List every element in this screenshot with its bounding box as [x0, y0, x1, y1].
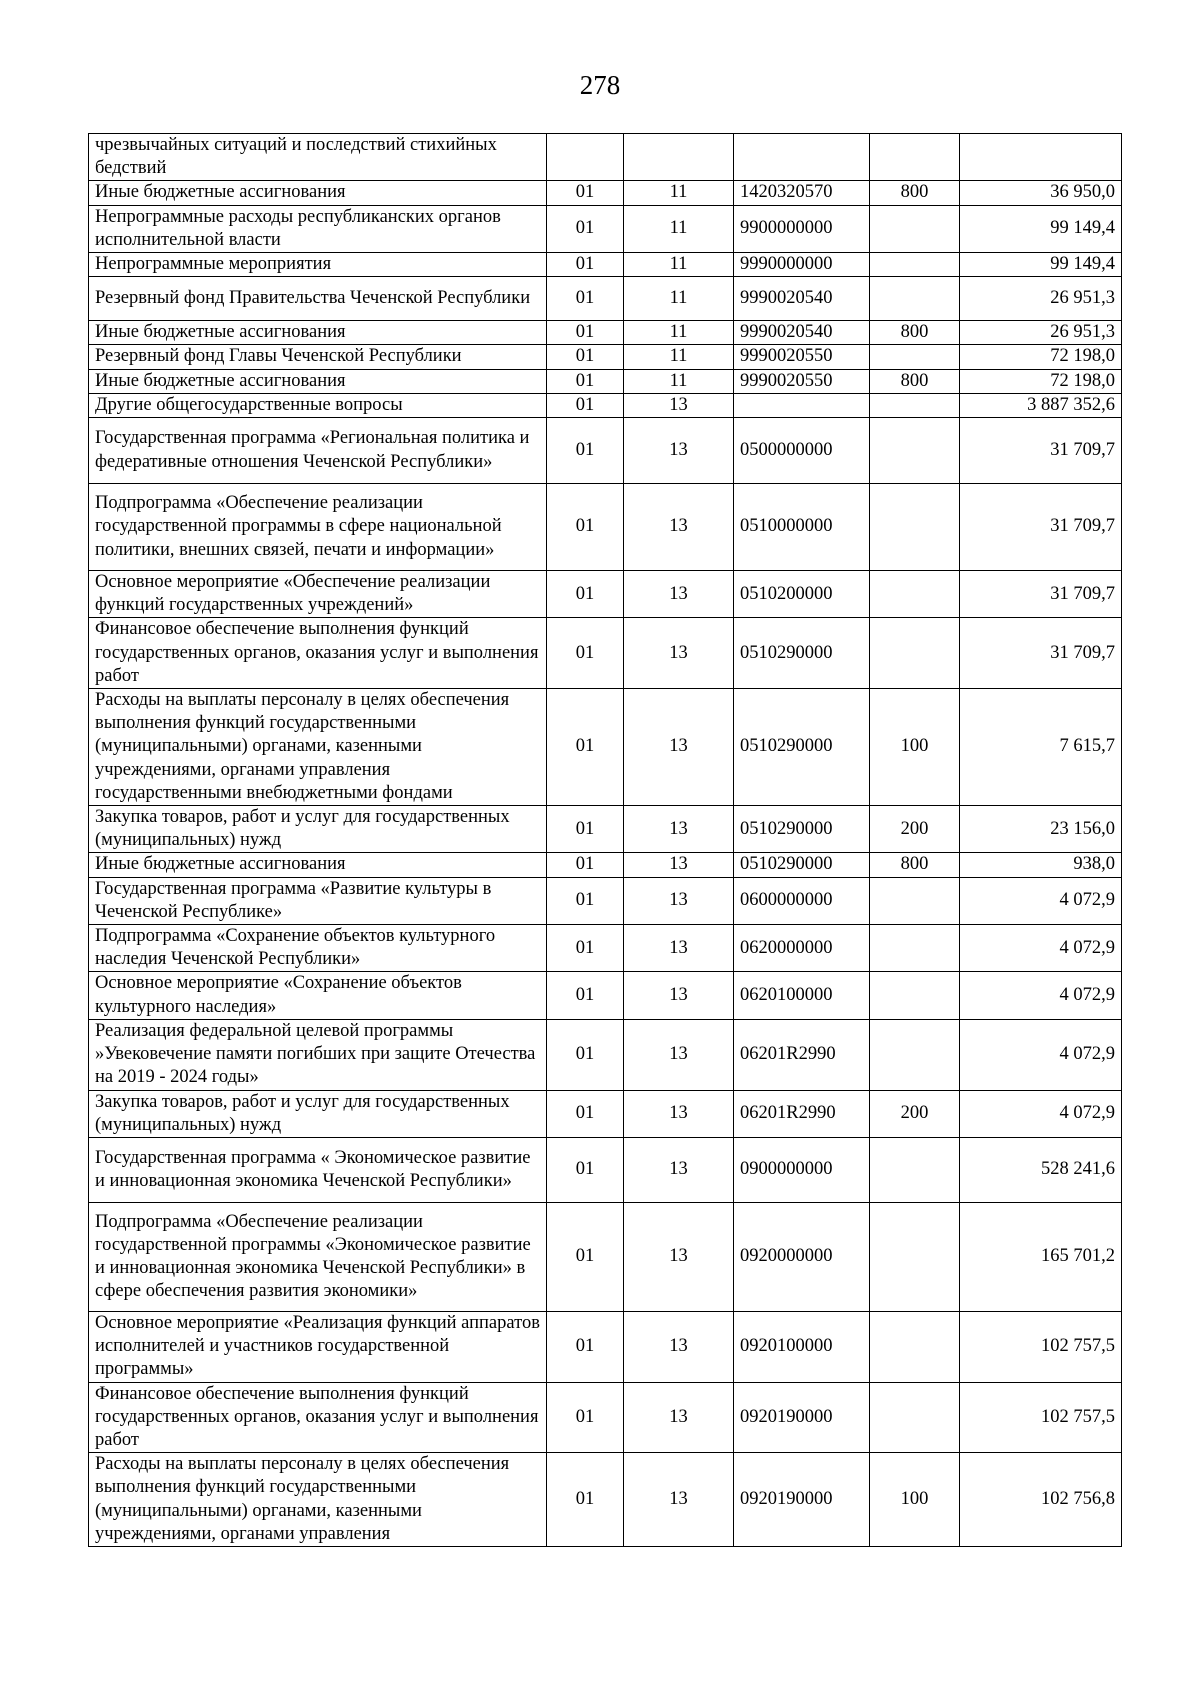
table-row: [89, 1019, 1122, 1090]
row-target-article-cell: 0620100000: [734, 972, 870, 1019]
row-name-cell: Государственная программа «Региональная политика и федеративные отношения Чеченской Республики»: [89, 418, 547, 484]
row-name-cell: Расходы на выплаты персоналу в целях обеспечения выполнения функций государственными (муниципальными) органами, казенными учреждениями, органами управления: [89, 1453, 547, 1547]
row-amount-cell: 7 615,7: [960, 689, 1122, 806]
table-row: [89, 134, 1122, 181]
row-section-cell: 01: [547, 345, 624, 369]
row-subsection-cell: 13: [624, 1311, 734, 1382]
row-target-article-cell: 0510290000: [734, 806, 870, 853]
row-subsection-cell: 13: [624, 925, 734, 972]
page-number: 278: [579, 70, 621, 100]
row-section-cell: 01: [547, 253, 624, 277]
row-amount-cell: 31 709,7: [960, 618, 1122, 689]
row-amount-cell: 36 950,0: [960, 181, 1122, 205]
row-subsection-cell: 11: [624, 321, 734, 345]
row-name-cell: Финансовое обеспечение выполнения функций государственных органов, оказания услуг и выполнения работ: [89, 1382, 547, 1453]
row-subsection-cell: 13: [624, 1382, 734, 1453]
row-subsection-cell: 13: [624, 806, 734, 853]
row-section-cell: 01: [547, 1382, 624, 1453]
row-expense-type-cell: [870, 393, 960, 417]
table-row: [89, 1382, 1122, 1453]
row-name-cell: Финансовое обеспечение выполнения функций государственных органов, оказания услуг и выполнения работ: [89, 618, 547, 689]
row-expense-type-cell: [870, 571, 960, 618]
row-subsection-cell: 11: [624, 253, 734, 277]
row-target-article-cell: 9990020550: [734, 345, 870, 369]
row-target-article-cell: [734, 134, 870, 181]
row-amount-cell: 99 149,4: [960, 253, 1122, 277]
table-row: [89, 205, 1122, 252]
row-target-article-cell: 9990020540: [734, 321, 870, 345]
row-subsection-cell: 13: [624, 1453, 734, 1547]
row-target-article-cell: 0900000000: [734, 1137, 870, 1202]
row-amount-cell: 4 072,9: [960, 1019, 1122, 1090]
row-expense-type-cell: 100: [870, 1453, 960, 1547]
row-section-cell: 01: [547, 205, 624, 252]
row-expense-type-cell: 100: [870, 689, 960, 806]
row-expense-type-cell: [870, 1019, 960, 1090]
row-amount-cell: 102 756,8: [960, 1453, 1122, 1547]
row-target-article-cell: 9990020550: [734, 369, 870, 393]
row-section-cell: 01: [547, 369, 624, 393]
table-row: [89, 345, 1122, 369]
row-name-cell: Закупка товаров, работ и услуг для государственных (муниципальных) нужд: [89, 1090, 547, 1137]
row-subsection-cell: 13: [624, 1202, 734, 1311]
row-section-cell: 01: [547, 1090, 624, 1137]
row-subsection-cell: 11: [624, 205, 734, 252]
row-expense-type-cell: [870, 484, 960, 571]
row-section-cell: 01: [547, 925, 624, 972]
row-section-cell: 01: [547, 1453, 624, 1547]
row-expense-type-cell: [870, 925, 960, 972]
table-row: [89, 571, 1122, 618]
table-row: [89, 925, 1122, 972]
row-subsection-cell: 13: [624, 418, 734, 484]
row-target-article-cell: 0920190000: [734, 1382, 870, 1453]
row-amount-cell: 3 887 352,6: [960, 393, 1122, 417]
row-section-cell: 01: [547, 277, 624, 321]
row-target-article-cell: 9900000000: [734, 205, 870, 252]
row-target-article-cell: 9990020540: [734, 277, 870, 321]
table-row: [89, 689, 1122, 806]
row-subsection-cell: 13: [624, 393, 734, 417]
row-expense-type-cell: [870, 134, 960, 181]
row-section-cell: 01: [547, 393, 624, 417]
row-amount-cell: 31 709,7: [960, 571, 1122, 618]
row-expense-type-cell: [870, 972, 960, 1019]
row-subsection-cell: 13: [624, 618, 734, 689]
row-name-cell: Подпрограмма «Сохранение объектов культурного наследия Чеченской Республики»: [89, 925, 547, 972]
row-amount-cell: 938,0: [960, 853, 1122, 877]
table-body: [89, 134, 1122, 1547]
row-subsection-cell: [624, 134, 734, 181]
row-section-cell: 01: [547, 1019, 624, 1090]
row-amount-cell: 528 241,6: [960, 1137, 1122, 1202]
row-target-article-cell: 06201R2990: [734, 1090, 870, 1137]
row-expense-type-cell: 800: [870, 853, 960, 877]
row-subsection-cell: 13: [624, 972, 734, 1019]
row-expense-type-cell: [870, 418, 960, 484]
row-target-article-cell: 0510290000: [734, 689, 870, 806]
row-name-cell: Основное мероприятие «Сохранение объектов культурного наследия»: [89, 972, 547, 1019]
row-amount-cell: 26 951,3: [960, 321, 1122, 345]
table-row: [89, 321, 1122, 345]
table-row: [89, 253, 1122, 277]
table-row: [89, 1453, 1122, 1547]
row-section-cell: 01: [547, 571, 624, 618]
table-row: [89, 806, 1122, 853]
row-expense-type-cell: 800: [870, 369, 960, 393]
table-row: [89, 369, 1122, 393]
row-target-article-cell: 0510200000: [734, 571, 870, 618]
row-subsection-cell: 13: [624, 689, 734, 806]
table-row: [89, 618, 1122, 689]
row-name-cell: Подпрограмма «Обеспечение реализации государственной программы в сфере национальной политики, внешних связей, печати и информации»: [89, 484, 547, 571]
row-section-cell: 01: [547, 972, 624, 1019]
row-name-cell: Иные бюджетные ассигнования: [89, 369, 547, 393]
row-expense-type-cell: [870, 618, 960, 689]
row-amount-cell: 26 951,3: [960, 277, 1122, 321]
row-section-cell: 01: [547, 806, 624, 853]
table-row: [89, 277, 1122, 321]
row-target-article-cell: 0920190000: [734, 1453, 870, 1547]
row-expense-type-cell: 800: [870, 321, 960, 345]
row-expense-type-cell: [870, 1382, 960, 1453]
row-name-cell: Непрограммные мероприятия: [89, 253, 547, 277]
row-subsection-cell: 11: [624, 369, 734, 393]
row-name-cell: Резервный фонд Главы Чеченской Республики: [89, 345, 547, 369]
row-subsection-cell: 13: [624, 853, 734, 877]
row-amount-cell: 23 156,0: [960, 806, 1122, 853]
row-expense-type-cell: 200: [870, 806, 960, 853]
row-target-article-cell: 0510000000: [734, 484, 870, 571]
row-amount-cell: 31 709,7: [960, 418, 1122, 484]
table-row: [89, 393, 1122, 417]
row-expense-type-cell: 200: [870, 1090, 960, 1137]
row-name-cell: Расходы на выплаты персоналу в целях обеспечения выполнения функций государственными (муниципальными) органами, казенными учреждениями, органами управления государственными внебюджетными фондами: [89, 689, 547, 806]
row-target-article-cell: 9990000000: [734, 253, 870, 277]
row-name-cell: Закупка товаров, работ и услуг для государственных (муниципальных) нужд: [89, 806, 547, 853]
table-row: [89, 418, 1122, 484]
row-name-cell: Другие общегосударственные вопросы: [89, 393, 547, 417]
row-name-cell: Государственная программа «Развитие культуры в Чеченской Республике»: [89, 877, 547, 924]
row-expense-type-cell: [870, 345, 960, 369]
row-amount-cell: 102 757,5: [960, 1311, 1122, 1382]
row-expense-type-cell: [870, 1137, 960, 1202]
row-amount-cell: 99 149,4: [960, 205, 1122, 252]
row-name-cell: Непрограммные расходы республиканских органов исполнительной власти: [89, 205, 547, 252]
table-row: [89, 484, 1122, 571]
row-name-cell: Резервный фонд Правительства Чеченской Республики: [89, 277, 547, 321]
row-name-cell: Иные бюджетные ассигнования: [89, 853, 547, 877]
row-expense-type-cell: [870, 877, 960, 924]
row-subsection-cell: 13: [624, 1090, 734, 1137]
row-amount-cell: 102 757,5: [960, 1382, 1122, 1453]
row-expense-type-cell: [870, 1202, 960, 1311]
row-subsection-cell: 13: [624, 1019, 734, 1090]
row-expense-type-cell: [870, 253, 960, 277]
table-row: [89, 1090, 1122, 1137]
row-amount-cell: [960, 134, 1122, 181]
row-section-cell: 01: [547, 418, 624, 484]
budget-table: [88, 133, 1122, 1547]
row-target-article-cell: 0510290000: [734, 618, 870, 689]
row-name-cell: Подпрограмма «Обеспечение реализации государственной программы «Экономическое развитие и инновационная экономика Чеченской Республики» в сфере обеспечения развития экономики»: [89, 1202, 547, 1311]
row-section-cell: 01: [547, 1137, 624, 1202]
row-section-cell: 01: [547, 484, 624, 571]
row-name-cell: Реализация федеральной целевой программы »Увековечение памяти погибших при защите Отечества на 2019 - 2024 годы»: [89, 1019, 547, 1090]
row-name-cell: Основное мероприятие «Обеспечение реализации функций государственных учреждений»: [89, 571, 547, 618]
row-expense-type-cell: 800: [870, 181, 960, 205]
row-amount-cell: 4 072,9: [960, 1090, 1122, 1137]
table-row: [89, 972, 1122, 1019]
row-subsection-cell: 11: [624, 277, 734, 321]
row-section-cell: 01: [547, 1311, 624, 1382]
row-section-cell: 01: [547, 689, 624, 806]
row-subsection-cell: 13: [624, 484, 734, 571]
table-row: [89, 877, 1122, 924]
row-target-article-cell: 0620000000: [734, 925, 870, 972]
row-subsection-cell: 13: [624, 571, 734, 618]
table-row: [89, 1311, 1122, 1382]
row-name-cell: Иные бюджетные ассигнования: [89, 321, 547, 345]
table-row: [89, 1137, 1122, 1202]
row-name-cell: Государственная программа « Экономическое развитие и инновационная экономика Чеченской Республики»: [89, 1137, 547, 1202]
row-section-cell: [547, 134, 624, 181]
row-target-article-cell: 0920000000: [734, 1202, 870, 1311]
row-subsection-cell: 13: [624, 877, 734, 924]
table-row: [89, 1202, 1122, 1311]
row-amount-cell: 72 198,0: [960, 369, 1122, 393]
row-section-cell: 01: [547, 618, 624, 689]
row-amount-cell: 31 709,7: [960, 484, 1122, 571]
row-target-article-cell: 0510290000: [734, 853, 870, 877]
row-amount-cell: 72 198,0: [960, 345, 1122, 369]
row-name-cell: Основное мероприятие «Реализация функций аппаратов исполнителей и участников государственной программы»: [89, 1311, 547, 1382]
row-amount-cell: 165 701,2: [960, 1202, 1122, 1311]
table-row: [89, 853, 1122, 877]
row-target-article-cell: 06201R2990: [734, 1019, 870, 1090]
row-target-article-cell: 0600000000: [734, 877, 870, 924]
table-row: [89, 181, 1122, 205]
row-name-cell: чрезвычайных ситуаций и последствий стихийных бедствий: [89, 134, 547, 181]
row-amount-cell: 4 072,9: [960, 972, 1122, 1019]
row-target-article-cell: 0500000000: [734, 418, 870, 484]
row-section-cell: 01: [547, 321, 624, 345]
row-section-cell: 01: [547, 853, 624, 877]
row-expense-type-cell: [870, 205, 960, 252]
row-target-article-cell: [734, 393, 870, 417]
row-name-cell: Иные бюджетные ассигнования: [89, 181, 547, 205]
row-section-cell: 01: [547, 877, 624, 924]
row-subsection-cell: 11: [624, 345, 734, 369]
row-subsection-cell: 13: [624, 1137, 734, 1202]
row-target-article-cell: 0920100000: [734, 1311, 870, 1382]
row-subsection-cell: 11: [624, 181, 734, 205]
row-amount-cell: 4 072,9: [960, 877, 1122, 924]
row-target-article-cell: 1420320570: [734, 181, 870, 205]
row-amount-cell: 4 072,9: [960, 925, 1122, 972]
row-section-cell: 01: [547, 1202, 624, 1311]
row-expense-type-cell: [870, 277, 960, 321]
row-section-cell: 01: [547, 181, 624, 205]
row-expense-type-cell: [870, 1311, 960, 1382]
